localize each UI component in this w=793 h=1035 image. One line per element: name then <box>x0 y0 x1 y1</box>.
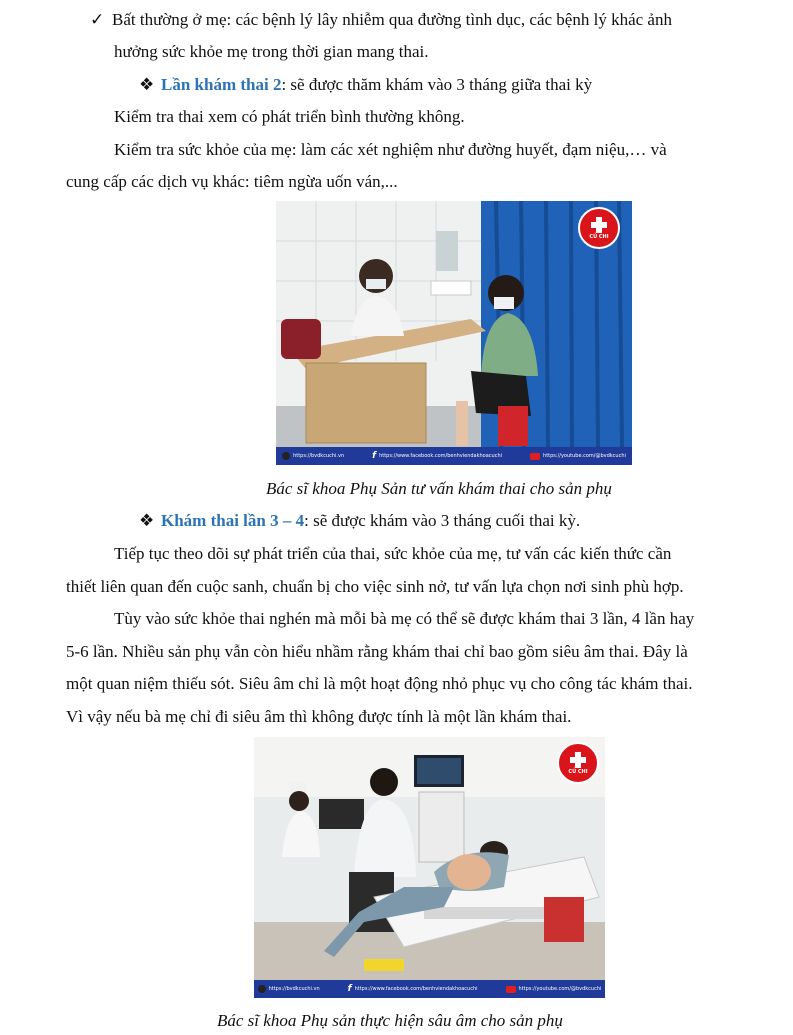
check-item-line-1 <box>90 9 672 31</box>
visit34-title: Khám thai lần 3 – 4 <box>161 511 305 530</box>
visit34-paragraph-1-line-2: thiết liên quan đến cuộc sanh, chuẩn bị cho việc sinh nở, tư vấn lựa chọn nơi sinh phù hợp. <box>66 577 684 596</box>
figure-2-photo <box>254 737 605 998</box>
logo-text-1: CỦ CHI <box>589 234 609 240</box>
visit2-paragraph-1: Kiểm tra thai xem có phát triển bình thường không. <box>114 107 465 126</box>
visit2-paragraph-2-line-2: cung cấp các dịch vụ khác: tiêm ngừa uốn ván,... <box>66 172 398 191</box>
visit2-paragraph-2-line-1: Kiểm tra sức khỏe của mẹ: làm các xét nghiệm như đường huyết, đạm niệu,… và <box>114 140 667 159</box>
figure-1-footer-web: https://bvdkcuchi.vn <box>293 453 345 459</box>
visit34-paragraph-2-line-1: Tùy vào sức khỏe thai nghén mà mỗi bà mẹ có thể sẽ được khám thai 3 lần, 4 lần hay <box>114 609 695 628</box>
visit2-rest: : sẽ được thăm khám vào 3 tháng giữa thai kỳ <box>281 75 593 94</box>
visit34-heading <box>139 510 580 532</box>
youtube-icon <box>506 986 516 993</box>
check-item-line-2: hưởng sức khỏe mẹ trong thời gian mang thai. <box>114 42 429 61</box>
visit34-paragraph-2-line-3: một quan niệm thiếu sót. Siêu âm chỉ là một hoạt động nhỏ phục vụ cho công tác khám thai. <box>66 674 693 693</box>
website-icon <box>258 985 266 993</box>
facebook-icon: f <box>372 451 377 461</box>
youtube-icon <box>530 453 540 460</box>
visit2-heading <box>139 74 592 96</box>
visit2-title: Lần khám thai 2 <box>161 75 282 94</box>
logo-text-2: CỦ CHI <box>568 769 588 775</box>
diamond-bullet-icon: ❖ <box>139 511 155 530</box>
visit34-rest: : sẽ được khám vào 3 tháng cuối thai kỳ. <box>304 511 581 530</box>
figure-1-caption: Bác sĩ khoa Phụ Sản tư vấn khám thai cho sản phụ <box>266 479 612 498</box>
figure-2-footer-facebook: https://www.facebook.com/benhviendakhoacuchi <box>354 986 478 992</box>
figure-1-footer-facebook: https://www.facebook.com/benhviendakhoacuchi <box>379 453 503 459</box>
figure-1-footer-youtube: https://youtube.com/@bvdkcuchi <box>543 453 626 459</box>
visit34-paragraph-1-line-1: Tiếp tục theo dõi sự phát triển của thai, sức khỏe của mẹ, tư vấn các kiến thức cần <box>114 544 672 563</box>
hospital-logo-2 <box>557 742 599 784</box>
figure-2-caption: Bác sĩ khoa Phụ sản thực hiện sâu âm cho sản phụ <box>217 1011 563 1030</box>
visit34-paragraph-2-line-4: Vì vậy nếu bà mẹ chỉ đi siêu âm thì không được tính là một lần khám thai. <box>66 707 572 726</box>
red-cross-icon <box>570 752 586 768</box>
figure-1-photo <box>276 201 632 465</box>
figure-2-footer-web: https://bvdkcuchi.vn <box>268 986 320 992</box>
check-item-text: Bất thường ở mẹ: các bệnh lý lây nhiễm qua đường tình dục, các bệnh lý khác ảnh <box>112 10 672 29</box>
facebook-icon: f <box>347 984 352 994</box>
checkmark-icon: ✓ <box>90 10 105 29</box>
figure-1-footer <box>276 447 632 465</box>
figure-2-footer-youtube: https://youtube.com/@bvdkcuchi <box>518 986 602 992</box>
website-icon <box>282 452 290 460</box>
hospital-logo-1 <box>578 207 620 249</box>
figure-2-footer <box>254 980 605 998</box>
red-cross-icon <box>591 217 607 233</box>
visit34-paragraph-2-line-2: 5-6 lần. Nhiều sản phụ vẫn còn hiểu nhầm rằng khám thai chỉ bao gồm siêu âm thai. Đây là <box>66 642 688 661</box>
diamond-bullet-icon: ❖ <box>139 75 155 94</box>
